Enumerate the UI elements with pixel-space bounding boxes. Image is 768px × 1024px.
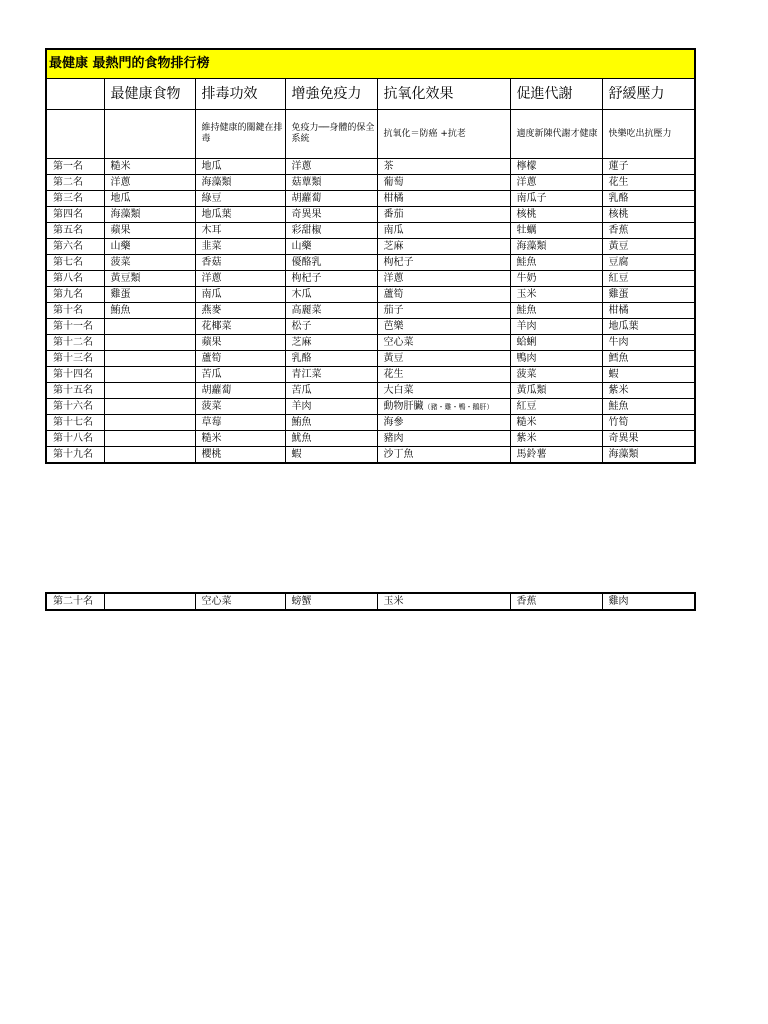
table-cell[interactable]: 洋蔥 xyxy=(104,175,195,191)
table-cell[interactable]: 柑橘 xyxy=(377,191,510,207)
table-cell[interactable]: 海藻類 xyxy=(195,175,285,191)
table-cell[interactable]: 鴨肉 xyxy=(510,351,602,367)
table-cell[interactable]: 鮭魚 xyxy=(510,255,602,271)
table-row xyxy=(46,431,695,447)
table-cell[interactable]: 高麗菜 xyxy=(285,303,377,319)
table-cell[interactable]: 南瓜 xyxy=(377,223,510,239)
table-cell[interactable]: 洋蔥 xyxy=(195,271,285,287)
rank-cell[interactable]: 第十一名 xyxy=(46,319,104,335)
table-cell[interactable]: 香蕉 xyxy=(510,593,602,610)
table-cell[interactable]: 黃瓜類 xyxy=(510,383,602,399)
table-cell[interactable] xyxy=(104,319,195,335)
table-cell[interactable]: 奇異果 xyxy=(285,207,377,223)
table-cell[interactable]: 黃豆 xyxy=(377,351,510,367)
table-cell[interactable]: 香菇 xyxy=(195,255,285,271)
table-cell[interactable]: 海藻類 xyxy=(104,207,195,223)
table-cell[interactable]: 海參 xyxy=(377,415,510,431)
table-cell[interactable]: 草莓 xyxy=(195,415,285,431)
description-cell[interactable]: 適度新陳代謝才健康 xyxy=(510,110,602,159)
table-row xyxy=(46,335,695,351)
table-row xyxy=(46,415,695,431)
table-row xyxy=(46,223,695,239)
table-row xyxy=(46,159,695,175)
table-cell[interactable]: 彩甜椒 xyxy=(285,223,377,239)
table-cell[interactable]: 地瓜葉 xyxy=(602,319,695,335)
table-cell[interactable]: 枸杞子 xyxy=(377,255,510,271)
table-row xyxy=(46,447,695,464)
table-cell[interactable]: 菠菜 xyxy=(104,255,195,271)
table-cell[interactable]: 大白菜 xyxy=(377,383,510,399)
table-cell[interactable]: 紫米 xyxy=(602,383,695,399)
table-cell[interactable]: 柑橘 xyxy=(602,303,695,319)
table-cell[interactable]: 核桃 xyxy=(510,207,602,223)
table-cell[interactable]: 芭樂 xyxy=(377,319,510,335)
header-cell[interactable]: 排毒功效 xyxy=(195,79,285,110)
rank-cell[interactable]: 第三名 xyxy=(46,191,104,207)
table-cell[interactable]: 豬肉 xyxy=(377,431,510,447)
table-cell[interactable]: 雞蛋 xyxy=(104,287,195,303)
extra-ranking-table xyxy=(45,592,696,611)
table-cell[interactable]: 糙米 xyxy=(104,159,195,175)
header-cell[interactable]: 促進代謝 xyxy=(510,79,602,110)
table-cell[interactable]: 羊肉 xyxy=(285,399,377,415)
table-cell[interactable]: 紫米 xyxy=(510,431,602,447)
table-cell[interactable]: 玉米 xyxy=(510,287,602,303)
table-cell[interactable]: 蝦 xyxy=(602,367,695,383)
table-cell[interactable] xyxy=(104,415,195,431)
header-cell[interactable]: 抗氧化效果 xyxy=(377,79,510,110)
rank-cell[interactable]: 第十二名 xyxy=(46,335,104,351)
table-cell[interactable]: 綠豆 xyxy=(195,191,285,207)
table-cell[interactable]: 苦瓜 xyxy=(195,367,285,383)
table-cell[interactable]: 玉米 xyxy=(377,593,510,610)
table-cell[interactable]: 南瓜子 xyxy=(510,191,602,207)
rank-cell[interactable]: 第十三名 xyxy=(46,351,104,367)
rank-cell[interactable]: 第十九名 xyxy=(46,447,104,464)
rank-cell[interactable]: 第十四名 xyxy=(46,367,104,383)
table-row xyxy=(46,191,695,207)
table-cell[interactable] xyxy=(104,351,195,367)
table-row xyxy=(46,383,695,399)
table-row xyxy=(46,207,695,223)
table-cell[interactable]: 花生 xyxy=(602,175,695,191)
rank-cell[interactable]: 第一名 xyxy=(46,159,104,175)
table-cell[interactable]: 優酪乳 xyxy=(285,255,377,271)
table-cell[interactable]: 蓮子 xyxy=(602,159,695,175)
description-cell[interactable]: 免疫力──身體的保全系統 xyxy=(285,110,377,159)
rank-cell[interactable]: 第十八名 xyxy=(46,431,104,447)
table-cell[interactable]: 空心菜 xyxy=(377,335,510,351)
header-row xyxy=(46,79,695,110)
header-cell[interactable]: 舒緩壓力 xyxy=(602,79,695,110)
table-cell[interactable]: 鮪魚 xyxy=(285,415,377,431)
table-cell[interactable]: 鮪魚 xyxy=(104,303,195,319)
header-cell[interactable] xyxy=(46,79,104,110)
table-cell[interactable]: 芝麻 xyxy=(285,335,377,351)
table-cell[interactable] xyxy=(377,399,510,415)
table-cell[interactable]: 糙米 xyxy=(195,431,285,447)
table-cell[interactable]: 苦瓜 xyxy=(285,383,377,399)
table-cell[interactable]: 韭菜 xyxy=(195,239,285,255)
table-cell[interactable]: 洋蔥 xyxy=(377,271,510,287)
table-cell[interactable]: 紅豆 xyxy=(602,271,695,287)
rank-cell[interactable]: 第九名 xyxy=(46,287,104,303)
table-cell[interactable]: 胡蘿蔔 xyxy=(285,191,377,207)
table-cell[interactable]: 地瓜葉 xyxy=(195,207,285,223)
table-cell[interactable]: 菇蕈類 xyxy=(285,175,377,191)
table-cell[interactable]: 黃豆 xyxy=(602,239,695,255)
table-cell[interactable]: 蘆筍 xyxy=(195,351,285,367)
table-cell[interactable]: 胡蘿蔔 xyxy=(195,383,285,399)
table-cell[interactable]: 葡萄 xyxy=(377,175,510,191)
table-cell[interactable]: 菠菜 xyxy=(510,367,602,383)
food-ranking-table xyxy=(45,48,696,464)
table-cell[interactable]: 牛奶 xyxy=(510,271,602,287)
table-cell[interactable]: 青江菜 xyxy=(285,367,377,383)
title-row xyxy=(46,49,695,79)
table-row xyxy=(46,175,695,191)
table-cell[interactable] xyxy=(104,593,195,610)
table-cell[interactable]: 地瓜 xyxy=(104,191,195,207)
table-cell[interactable] xyxy=(104,399,195,415)
table-cell[interactable]: 核桃 xyxy=(602,207,695,223)
table-cell[interactable]: 花生 xyxy=(377,367,510,383)
table-row xyxy=(46,319,695,335)
rank-cell[interactable]: 第六名 xyxy=(46,239,104,255)
table-cell[interactable]: 蘆筍 xyxy=(377,287,510,303)
table-cell[interactable]: 花椰菜 xyxy=(195,319,285,335)
table-cell[interactable]: 奇異果 xyxy=(602,431,695,447)
table-cell[interactable]: 螃蟹 xyxy=(285,593,377,610)
table-cell[interactable]: 乳酪 xyxy=(602,191,695,207)
table-cell[interactable]: 鱈魚 xyxy=(602,351,695,367)
table-cell[interactable]: 乳酪 xyxy=(285,351,377,367)
table-cell[interactable]: 南瓜 xyxy=(195,287,285,303)
table-cell[interactable]: 空心菜 xyxy=(195,593,285,610)
table-cell[interactable]: 枸杞子 xyxy=(285,271,377,287)
table-row xyxy=(46,593,695,610)
rank-cell[interactable]: 第八名 xyxy=(46,271,104,287)
table-cell[interactable]: 地瓜 xyxy=(195,159,285,175)
table-cell[interactable]: 木瓜 xyxy=(285,287,377,303)
rank-cell[interactable]: 第二十名 xyxy=(46,593,104,610)
table-cell[interactable]: 豆腐 xyxy=(602,255,695,271)
table-cell[interactable] xyxy=(104,335,195,351)
table-cell[interactable]: 香蕉 xyxy=(602,223,695,239)
rank-cell[interactable]: 第十六名 xyxy=(46,399,104,415)
table-cell[interactable]: 洋蔥 xyxy=(285,159,377,175)
description-row xyxy=(46,110,695,159)
header-cell[interactable]: 最健康食物 xyxy=(104,79,195,110)
table-row xyxy=(46,367,695,383)
table-cell[interactable] xyxy=(104,383,195,399)
table-cell[interactable]: 馬鈴薯 xyxy=(510,447,602,464)
table-cell[interactable]: 沙丁魚 xyxy=(377,447,510,464)
rank-cell[interactable]: 第四名 xyxy=(46,207,104,223)
table-cell[interactable]: 魷魚 xyxy=(285,431,377,447)
table-row xyxy=(46,287,695,303)
description-cell[interactable] xyxy=(46,110,104,159)
table-cell[interactable] xyxy=(104,367,195,383)
table-row xyxy=(46,351,695,367)
table-cell[interactable]: 菠菜 xyxy=(195,399,285,415)
table-cell[interactable]: 海藻類 xyxy=(510,239,602,255)
rank-cell[interactable]: 第十名 xyxy=(46,303,104,319)
table-cell[interactable]: 蘋果 xyxy=(104,223,195,239)
table-cell[interactable]: 糙米 xyxy=(510,415,602,431)
table-cell[interactable]: 櫻桃 xyxy=(195,447,285,464)
table-cell[interactable]: 芝麻 xyxy=(377,239,510,255)
table-cell[interactable]: 洋蔥 xyxy=(510,175,602,191)
table-cell[interactable]: 番茄 xyxy=(377,207,510,223)
description-cell[interactable]: 抗氧化＝防癌 +抗老 xyxy=(377,110,510,159)
table-cell[interactable]: 木耳 xyxy=(195,223,285,239)
table-cell[interactable]: 山藥 xyxy=(285,239,377,255)
table-cell[interactable]: 牡蠣 xyxy=(510,223,602,239)
rank-cell[interactable]: 第七名 xyxy=(46,255,104,271)
header-cell[interactable]: 增強免疫力 xyxy=(285,79,377,110)
table-cell[interactable]: 檸檬 xyxy=(510,159,602,175)
rank-cell[interactable]: 第二名 xyxy=(46,175,104,191)
rank-cell[interactable]: 第五名 xyxy=(46,223,104,239)
table-cell[interactable]: 羊肉 xyxy=(510,319,602,335)
cell-text: 動物肝臟 xyxy=(383,400,424,412)
table-cell[interactable]: 鮭魚 xyxy=(510,303,602,319)
table-cell[interactable] xyxy=(104,431,195,447)
table-cell[interactable]: 茄子 xyxy=(377,303,510,319)
rank-cell[interactable]: 第十五名 xyxy=(46,383,104,399)
sheet-title[interactable]: 最健康 最熱門的食物排行榜 xyxy=(46,49,695,79)
description-cell[interactable]: 維持健康的關鍵在排毒 xyxy=(195,110,285,159)
table-row xyxy=(46,255,695,271)
table-cell[interactable]: 雞肉 xyxy=(602,593,695,610)
description-cell[interactable]: 快樂吃出抗壓力 xyxy=(602,110,695,159)
table-cell[interactable]: 紅豆 xyxy=(510,399,602,415)
description-cell[interactable] xyxy=(104,110,195,159)
table-cell[interactable]: 燕麥 xyxy=(195,303,285,319)
table-row xyxy=(46,303,695,319)
liver-note: （豬・雞・鴨・鵝肝） xyxy=(423,402,494,411)
table-cell[interactable]: 茶 xyxy=(377,159,510,175)
table-row xyxy=(46,239,695,255)
table-cell[interactable]: 牛肉 xyxy=(602,335,695,351)
table-cell[interactable]: 海藻類 xyxy=(602,447,695,464)
table-cell[interactable]: 松子 xyxy=(285,319,377,335)
table-cell[interactable]: 鮭魚 xyxy=(602,399,695,415)
table-row xyxy=(46,399,695,415)
table-cell[interactable]: 蛤蜊 xyxy=(510,335,602,351)
table-cell[interactable]: 雞蛋 xyxy=(602,287,695,303)
table-cell[interactable] xyxy=(104,447,195,464)
table-cell[interactable]: 蘋果 xyxy=(195,335,285,351)
rank-cell[interactable]: 第十七名 xyxy=(46,415,104,431)
table-cell[interactable]: 蝦 xyxy=(285,447,377,464)
table-cell[interactable]: 黃豆類 xyxy=(104,271,195,287)
table-cell[interactable]: 山藥 xyxy=(104,239,195,255)
table-row xyxy=(46,271,695,287)
table-cell[interactable]: 竹筍 xyxy=(602,415,695,431)
